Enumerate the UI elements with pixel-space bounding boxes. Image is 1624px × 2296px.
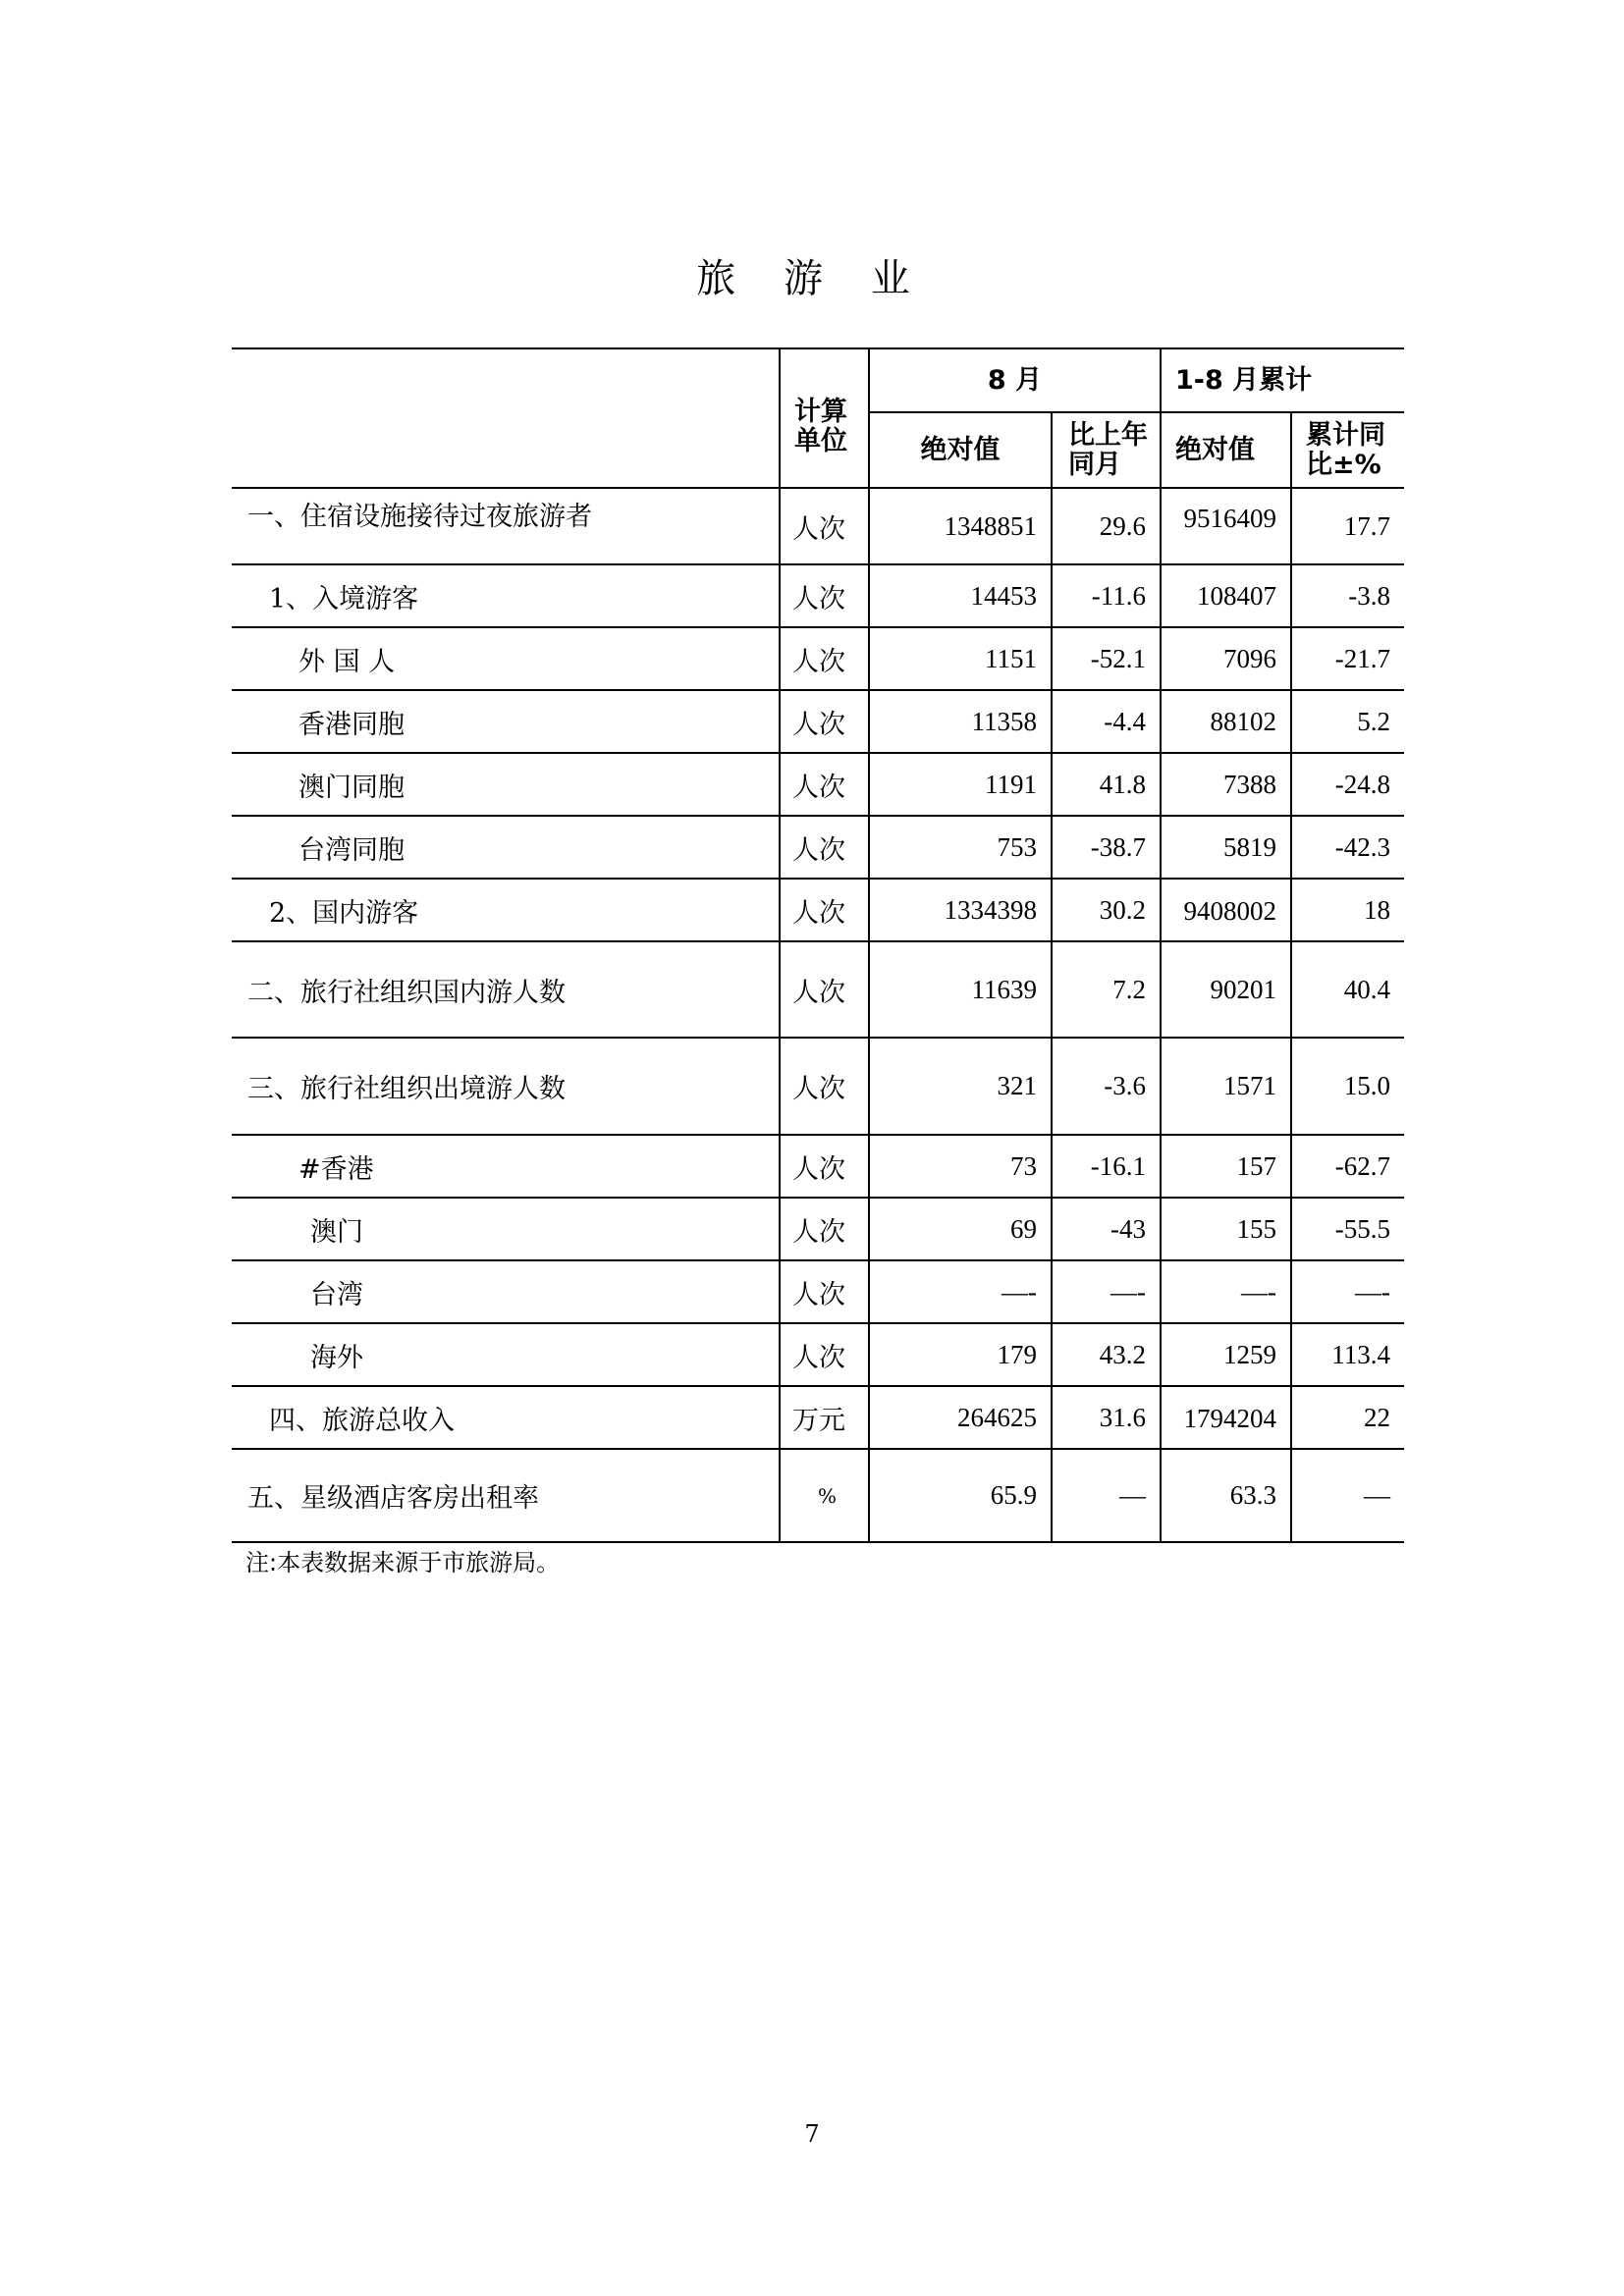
row-cum-abs: —- bbox=[1161, 1260, 1291, 1323]
table-row bbox=[232, 1323, 1404, 1386]
row-aug-abs: 11639 bbox=[869, 941, 1052, 1038]
row-cum-yoy: 113.4 bbox=[1291, 1323, 1404, 1386]
header-blank-cell bbox=[232, 348, 780, 488]
table-row bbox=[232, 1135, 1404, 1198]
row-aug-yoy: -11.6 bbox=[1052, 564, 1161, 627]
table-row bbox=[232, 941, 1404, 1038]
row-cum-yoy: 5.2 bbox=[1291, 690, 1404, 753]
row-cum-yoy: —- bbox=[1291, 1260, 1404, 1323]
header-aug-abs: 绝对值 bbox=[869, 412, 1052, 488]
row-aug-yoy: —- bbox=[1052, 1260, 1161, 1323]
row-cum-abs: 7388 bbox=[1161, 753, 1291, 816]
row-label: 1、入境游客 bbox=[232, 564, 780, 627]
tourism-table bbox=[232, 347, 1404, 1543]
row-aug-abs: 321 bbox=[869, 1038, 1052, 1135]
row-cum-abs: 108407 bbox=[1161, 564, 1291, 627]
header-unit: 计算 单位 bbox=[780, 348, 869, 488]
row-aug-yoy: 43.2 bbox=[1052, 1323, 1161, 1386]
row-unit: 人次 bbox=[780, 941, 869, 1038]
row-cum-yoy: — bbox=[1291, 1449, 1404, 1542]
table-row bbox=[232, 816, 1404, 879]
row-aug-yoy: -43 bbox=[1052, 1198, 1161, 1260]
header-cum: 1-8 月累计 bbox=[1161, 348, 1404, 412]
row-cum-abs: 155 bbox=[1161, 1198, 1291, 1260]
row-cum-abs bbox=[1161, 488, 1291, 564]
table-row bbox=[232, 879, 1404, 941]
row-cum-abs bbox=[1161, 1386, 1291, 1449]
row-unit: 人次 bbox=[780, 627, 869, 690]
row-unit: 人次 bbox=[780, 488, 869, 564]
row-label: 二、旅行社组织国内游人数 bbox=[232, 941, 780, 1038]
row-label: #香港 bbox=[232, 1135, 780, 1198]
row-cum-abs: 157 bbox=[1161, 1135, 1291, 1198]
table-row bbox=[232, 1038, 1404, 1135]
row-label: 台湾同胞 bbox=[232, 816, 780, 879]
row-label: 五、星级酒店客房出租率 bbox=[232, 1449, 780, 1542]
row-aug-abs: 264625 bbox=[869, 1386, 1052, 1449]
table-row bbox=[232, 1198, 1404, 1260]
table-row bbox=[232, 1449, 1404, 1542]
row-aug-abs: 73 bbox=[869, 1135, 1052, 1198]
row-cum-yoy: -24.8 bbox=[1291, 753, 1404, 816]
row-cum-abs: 1259 bbox=[1161, 1323, 1291, 1386]
header-aug: 8 月 bbox=[869, 348, 1161, 412]
footnote: 注:本表数据来源于市旅游局。 bbox=[245, 1549, 561, 1576]
row-label: 海外 bbox=[232, 1323, 780, 1386]
row-aug-abs: 1334398 bbox=[869, 879, 1052, 941]
row-aug-abs: 1151 bbox=[869, 627, 1052, 690]
row-aug-yoy: 29.6 bbox=[1052, 488, 1161, 564]
table-row bbox=[232, 753, 1404, 816]
row-cum-abs: 5819 bbox=[1161, 816, 1291, 879]
row-unit: 人次 bbox=[780, 1260, 869, 1323]
header-aug-yoy: 比上年 同月 bbox=[1052, 412, 1161, 488]
row-cum-yoy: -3.8 bbox=[1291, 564, 1404, 627]
row-cum-abs: 1571 bbox=[1161, 1038, 1291, 1135]
row-aug-abs: 11358 bbox=[869, 690, 1052, 753]
row-cum-yoy: -21.7 bbox=[1291, 627, 1404, 690]
row-label: 台湾 bbox=[232, 1260, 780, 1323]
row-cum-yoy: -62.7 bbox=[1291, 1135, 1404, 1198]
row-label: 三、旅行社组织出境游人数 bbox=[232, 1038, 780, 1135]
row-unit: % bbox=[780, 1449, 869, 1542]
row-cum-yoy: 15.0 bbox=[1291, 1038, 1404, 1135]
row-aug-abs: 1348851 bbox=[869, 488, 1052, 564]
row-cum-yoy: -55.5 bbox=[1291, 1198, 1404, 1260]
row-aug-yoy: -3.6 bbox=[1052, 1038, 1161, 1135]
row-unit: 人次 bbox=[780, 879, 869, 941]
row-unit: 人次 bbox=[780, 690, 869, 753]
row-label: 香港同胞 bbox=[232, 690, 780, 753]
row-aug-abs: 179 bbox=[869, 1323, 1052, 1386]
row-aug-abs: 753 bbox=[869, 816, 1052, 879]
row-aug-abs: 14453 bbox=[869, 564, 1052, 627]
header-cum-abs: 绝对值 bbox=[1161, 412, 1291, 488]
header-row-1 bbox=[232, 348, 1404, 412]
row-aug-yoy: -4.4 bbox=[1052, 690, 1161, 753]
row-aug-yoy: -16.1 bbox=[1052, 1135, 1161, 1198]
table-row bbox=[232, 1260, 1404, 1323]
row-cum-yoy: 40.4 bbox=[1291, 941, 1404, 1038]
row-unit: 人次 bbox=[780, 564, 869, 627]
row-aug-abs: 65.9 bbox=[869, 1449, 1052, 1542]
table-row bbox=[232, 690, 1404, 753]
row-cum-abs: 90201 bbox=[1161, 941, 1291, 1038]
page-number: 7 bbox=[804, 2120, 820, 2148]
row-cum-yoy: -42.3 bbox=[1291, 816, 1404, 879]
row-label: 四、旅游总收入 bbox=[232, 1386, 780, 1449]
row-label: 澳门同胞 bbox=[232, 753, 780, 816]
row-label: 外 国 人 bbox=[232, 627, 780, 690]
table-row bbox=[232, 1386, 1404, 1449]
table-row bbox=[232, 627, 1404, 690]
row-cum-abs: 63.3 bbox=[1161, 1449, 1291, 1542]
table-row bbox=[232, 564, 1404, 627]
row-cum-yoy: 17.7 bbox=[1291, 488, 1404, 564]
row-unit: 万元 bbox=[780, 1386, 869, 1449]
row-cum-abs: 88102 bbox=[1161, 690, 1291, 753]
row-unit: 人次 bbox=[780, 1038, 869, 1135]
row-unit: 人次 bbox=[780, 1135, 869, 1198]
row-aug-abs: —- bbox=[869, 1260, 1052, 1323]
row-unit: 人次 bbox=[780, 1323, 869, 1386]
row-label: 澳门 bbox=[232, 1198, 780, 1260]
page-title: 旅 游 业 bbox=[696, 256, 928, 301]
row-aug-yoy: -52.1 bbox=[1052, 627, 1161, 690]
row-aug-yoy: 41.8 bbox=[1052, 753, 1161, 816]
row-label: 2、国内游客 bbox=[232, 879, 780, 941]
row-cum-abs-value: 1794204 bbox=[1183, 1404, 1276, 1433]
table-row bbox=[232, 488, 1404, 564]
row-aug-yoy: 31.6 bbox=[1052, 1386, 1161, 1449]
row-aug-yoy: — bbox=[1052, 1449, 1161, 1542]
row-cum-yoy: 22 bbox=[1291, 1386, 1404, 1449]
header-cum-yoy: 累计同 比±% bbox=[1291, 412, 1404, 488]
row-aug-abs: 1191 bbox=[869, 753, 1052, 816]
row-cum-abs-value: 9516409 bbox=[1183, 504, 1276, 533]
row-cum-abs: 7096 bbox=[1161, 627, 1291, 690]
row-unit: 人次 bbox=[780, 816, 869, 879]
row-aug-yoy: -38.7 bbox=[1052, 816, 1161, 879]
row-aug-yoy: 7.2 bbox=[1052, 941, 1161, 1038]
row-cum-abs-value: 9408002 bbox=[1183, 896, 1276, 926]
row-aug-abs: 69 bbox=[869, 1198, 1052, 1260]
row-cum-abs bbox=[1161, 879, 1291, 941]
row-unit: 人次 bbox=[780, 1198, 869, 1260]
row-aug-yoy: 30.2 bbox=[1052, 879, 1161, 941]
row-unit: 人次 bbox=[780, 753, 869, 816]
row-label: 一、住宿设施接待过夜旅游者 bbox=[232, 488, 780, 564]
row-cum-yoy: 18 bbox=[1291, 879, 1404, 941]
